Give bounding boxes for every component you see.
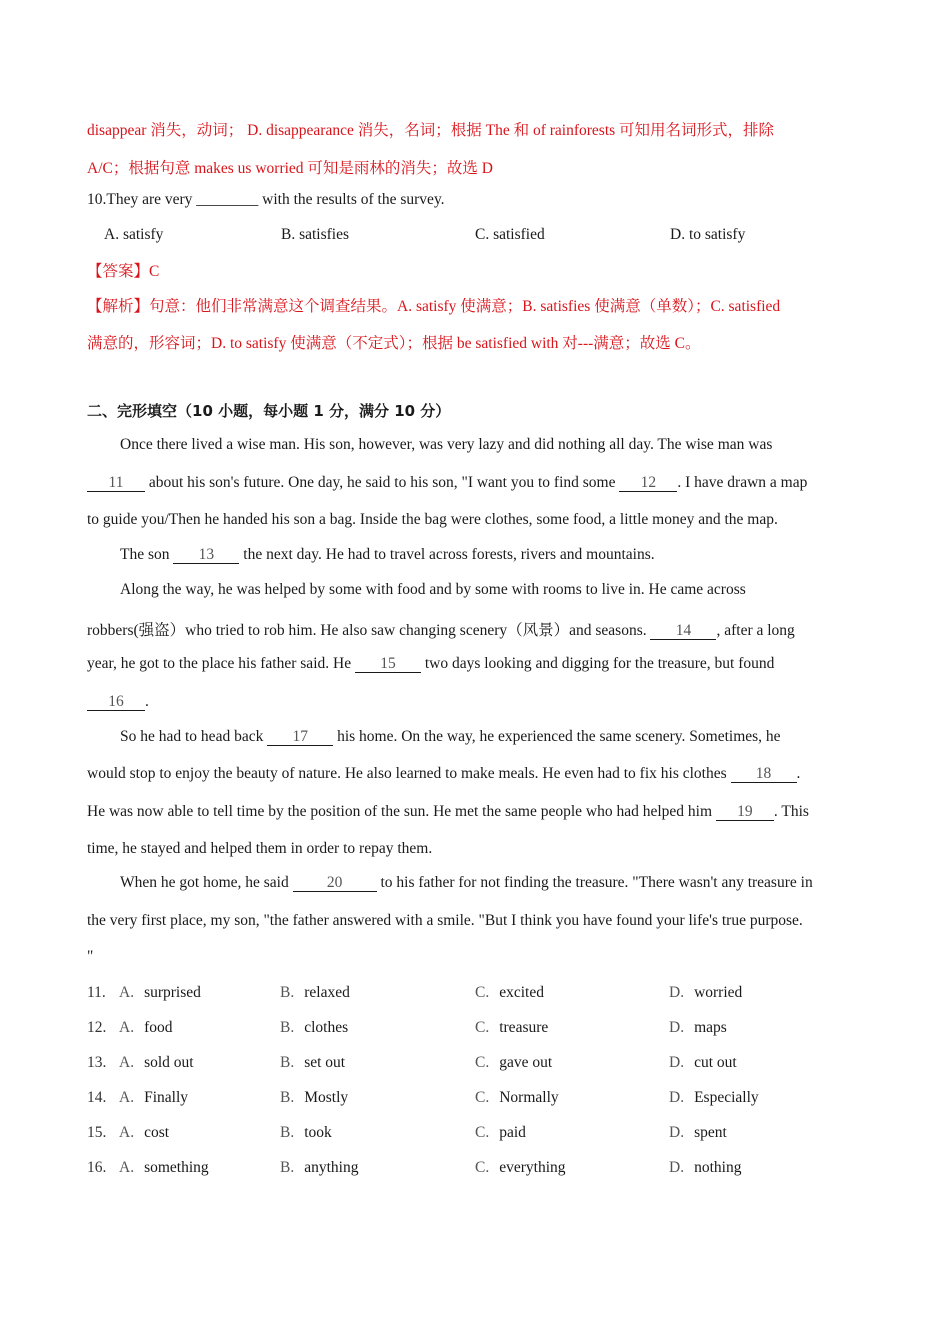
passage-paragraph-4-line-2: would stop to enjoy the beauty of nature. He also learned to make meals. He even had to fix his clothes 18 .: [87, 765, 801, 782]
choice-number: 12.: [87, 1019, 107, 1036]
blank-17: 17: [267, 729, 333, 746]
choice-b: B. relaxed: [280, 984, 350, 1001]
passage-paragraph-4-line-3: He was now able to tell time by the position of the sun. He met the same people who had helped him 19 . This: [87, 803, 809, 820]
choice-d: D. worried: [669, 984, 743, 1001]
choice-row: [0, 1124, 950, 1154]
choice-b: B. anything: [280, 1159, 359, 1176]
passage-paragraph-2: The son 13 the next day. He had to travel across forests, rivers and mountains.: [120, 546, 655, 563]
blank-18: 18: [731, 766, 797, 783]
choice-number: 14.: [87, 1089, 107, 1106]
choice-row: [0, 1019, 950, 1049]
passage-paragraph-3-line-4: 16 .: [87, 693, 149, 711]
choice-d: D. Especially: [669, 1089, 759, 1106]
choice-a: A. surprised: [119, 984, 201, 1001]
question-10-analysis-line-2: 满意的，形容词；D. to satisfy 使满意（不定式）；根据 be satisfied with 对---满意；故选 C。: [87, 335, 701, 352]
question-10-stem: 10.They are very ________ with the results of the survey.: [87, 191, 445, 208]
question-10-option-d: D. to satisfy: [670, 226, 746, 243]
blank-19: 19: [716, 804, 774, 821]
choice-b: B. Mostly: [280, 1089, 349, 1106]
question-10-option-a: A. satisfy: [104, 226, 164, 243]
passage-paragraph-5-line-3: ": [87, 948, 94, 965]
section-heading-cloze: 二、完形填空（10 小题，每小题 1 分，满分 10 分）: [87, 402, 451, 420]
choice-number: 15.: [87, 1124, 107, 1141]
choice-a: A. Finally: [119, 1089, 188, 1106]
choice-b: B. set out: [280, 1054, 346, 1071]
choice-number: 11.: [87, 984, 106, 1001]
choice-a: A. something: [119, 1159, 209, 1176]
choice-d: D. spent: [669, 1124, 727, 1141]
explanation-9-line-2: A/C；根据句意 makes us worried 可知是雨林的消失；故选 D: [87, 160, 493, 177]
choice-c: C. everything: [475, 1159, 566, 1176]
passage-paragraph-5-line-2: the very first place, my son, "the father answered with a smile. "But I think you have found your life's true purpose.: [87, 912, 803, 929]
choice-number: 16.: [87, 1159, 107, 1176]
blank-20: 20: [293, 875, 377, 892]
choice-row: [0, 1054, 950, 1084]
passage-paragraph-5-line-1: When he got home, he said 20 to his father for not finding the treasure. "There wasn't any treasure in: [120, 874, 813, 891]
question-10-option-c: C. satisfied: [475, 226, 545, 243]
blank-13: 13: [173, 547, 239, 564]
choice-a: A. cost: [119, 1124, 170, 1141]
passage-paragraph-1-line-3: to guide you/Then he handed his son a bag. Inside the bag were clothes, some food, a little money and the map.: [87, 511, 778, 528]
choice-c: C. treasure: [475, 1019, 549, 1036]
blank-14: 14: [650, 623, 716, 640]
blank-15: 15: [355, 656, 421, 673]
choice-b: B. clothes: [280, 1019, 349, 1036]
passage-paragraph-1-line-1: Once there lived a wise man. His son, however, was very lazy and did nothing all day. The wise man was: [120, 436, 773, 453]
choice-d: D. cut out: [669, 1054, 737, 1071]
choice-row: [0, 984, 950, 1014]
choice-a: A. sold out: [119, 1054, 194, 1071]
choice-d: D. maps: [669, 1019, 727, 1036]
choice-d: D. nothing: [669, 1159, 742, 1176]
choice-row: [0, 1159, 950, 1189]
choice-a: A. food: [119, 1019, 173, 1036]
passage-paragraph-4-line-1: So he had to head back 17 his home. On the way, he experienced the same scenery. Sometimes, he: [120, 728, 781, 745]
choice-row: [0, 1089, 950, 1119]
choice-b: B. took: [280, 1124, 332, 1141]
question-10-option-b: B. satisfies: [281, 226, 350, 243]
passage-paragraph-4-line-4: time, he stayed and helped them in order to repay them.: [87, 840, 433, 857]
blank-12: 12: [619, 475, 677, 492]
passage-paragraph-3-line-2: robbers(强盗）who tried to rob him. He also saw changing scenery（风景）and seasons. 14 , after a long: [87, 622, 795, 639]
choice-c: C. paid: [475, 1124, 526, 1141]
question-10-answer: 【答案】C: [87, 263, 160, 280]
choice-number: 13.: [87, 1054, 107, 1071]
choice-c: C. excited: [475, 984, 544, 1001]
passage-paragraph-1-line-2: 11 about his son's future. One day, he said to his son, "I want you to find some 12 . I have drawn a map: [87, 474, 807, 492]
choice-c: C. gave out: [475, 1054, 553, 1071]
blank-11: 11: [87, 475, 145, 492]
explanation-9-line-1: disappear 消失，动词； D. disappearance 消失，名词；根据 The 和 of rainforests 可知用名词形式，排除: [87, 122, 775, 139]
passage-paragraph-3-line-1: Along the way, he was helped by some with food and by some with rooms to live in. He came across: [120, 581, 746, 598]
blank-16: 16: [87, 694, 145, 711]
question-10-analysis-line-1: 【解析】句意：他们非常满意这个调查结果。A. satisfy 使满意；B. satisfies 使满意（单数）；C. satisfied: [87, 298, 781, 315]
passage-paragraph-3-line-3: year, he got to the place his father said. He 15 two days looking and digging for the treasure, but found: [87, 655, 775, 672]
choice-c: C. Normally: [475, 1089, 559, 1106]
